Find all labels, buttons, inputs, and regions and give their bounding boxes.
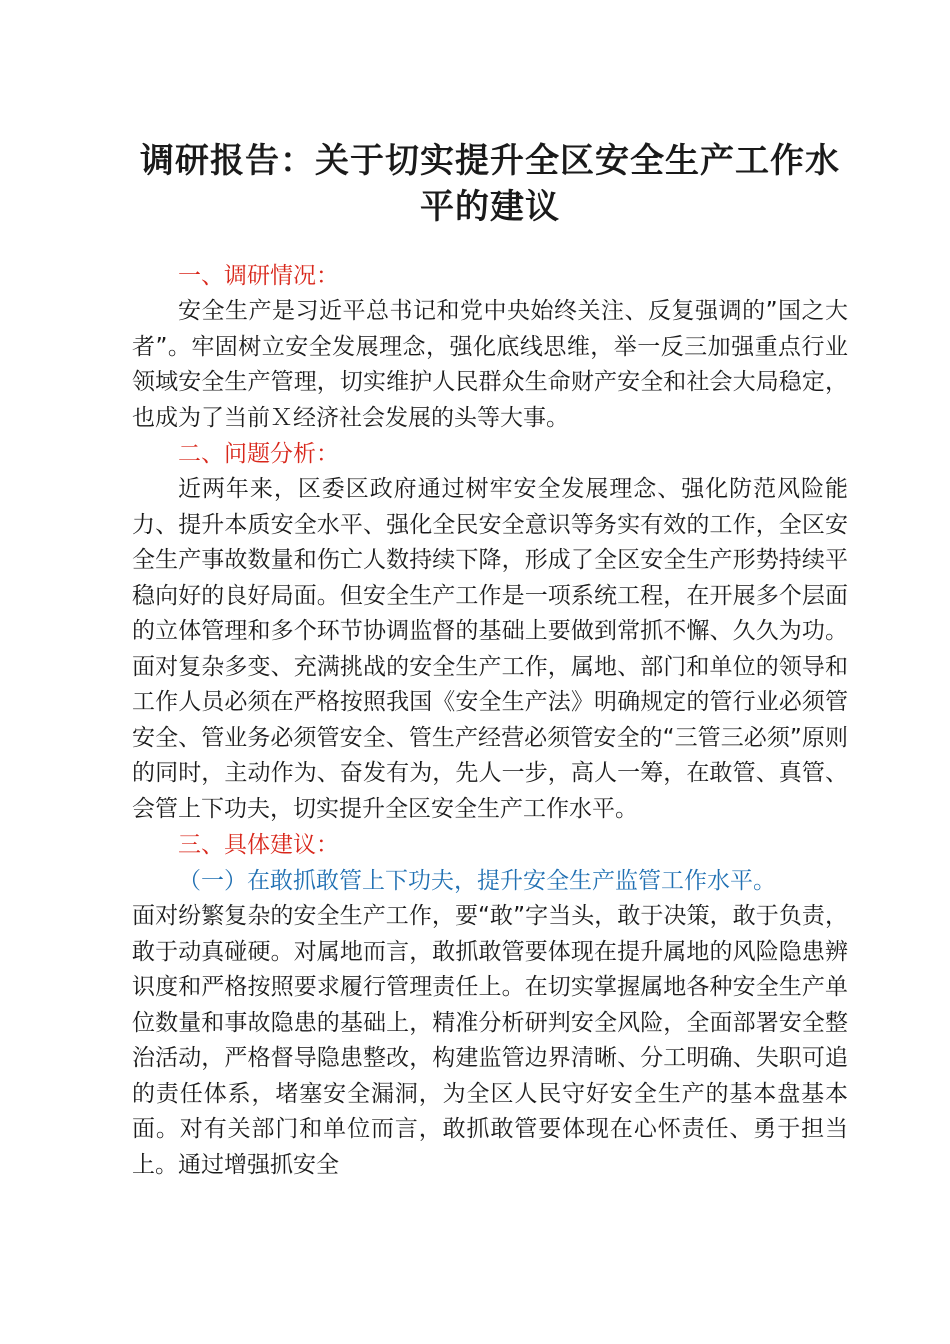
section-paragraph-suggestion-1: 面对纷繁复杂的安全生产工作，要“敢”字当头，敢于决策，敢于负责，敢于动真碰硬。对属地而言，敢抓敢管要体现在提升属地的风险隐患辨识度和严格按照要求履行管理责任上。在切实掌握属地各种安全生产单位数量和事故隐患的基础上，精准分析研判安全风险，全面部署安全整治活动，严格督导隐患整改，构建监管边界清晰、分工明确、失职可追的责任体系，堵塞安全漏洞，为全区人民守好安全生产的基本盘基本面。对有关部门和单位而言，敢抓敢管要体现在心怀责任、勇于担当上。通过增强抓安全 bbox=[132, 903, 848, 1178]
section-heading-suggestions: 三、具体建议： bbox=[178, 832, 339, 858]
document-title: 调研报告：关于切实提升全区安全生产工作水平的建议 bbox=[140, 141, 840, 227]
section-subheading-suggestion-1: （一）在敢抓敢管上下功夫，提升安全生产监管工作水平。 bbox=[178, 868, 776, 894]
section-paragraph-survey: 安全生产是习近平总书记和党中央始终关注、反复强调的”国之大者”。牢固树立安全发展理念，强化底线思维，举一反三加强重点行业领域安全生产管理，切实维护人民群众生命财产安全和社会大局稳定，也成为了当前Ｘ经济社会发展的头等大事。 bbox=[132, 298, 848, 431]
document-page bbox=[132, 128, 848, 1183]
section-heading-survey: 一、调研情况： bbox=[178, 263, 339, 289]
section-heading-analysis: 二、问题分析： bbox=[178, 441, 339, 467]
section-paragraph-analysis: 近两年来，区委区政府通过树牢安全发展理念、强化防范风险能力、提升本质安全水平、强化全民安全意识等务实有效的工作，全区安全生产事故数量和伤亡人数持续下降，形成了全区安全生产形势持续平稳向好的良好局面。但安全生产工作是一项系统工程，在开展多个层面的立体管理和多个环节协调监督的基础上要做到常抓不懈、久久为功。面对复杂多变、充满挑战的安全生产工作，属地、部门和单位的领导和工作人员必须在严格按照我国《安全生产法》明确规定的管行业必须管安全、管业务必须管安全、管生产经营必须管安全的“三管三必须”原则的同时，主动作为、奋发有为，先人一步，高人一筹，在敢管、真管、会管上下功夫，切实提升全区安全生产工作水平。 bbox=[132, 476, 848, 822]
